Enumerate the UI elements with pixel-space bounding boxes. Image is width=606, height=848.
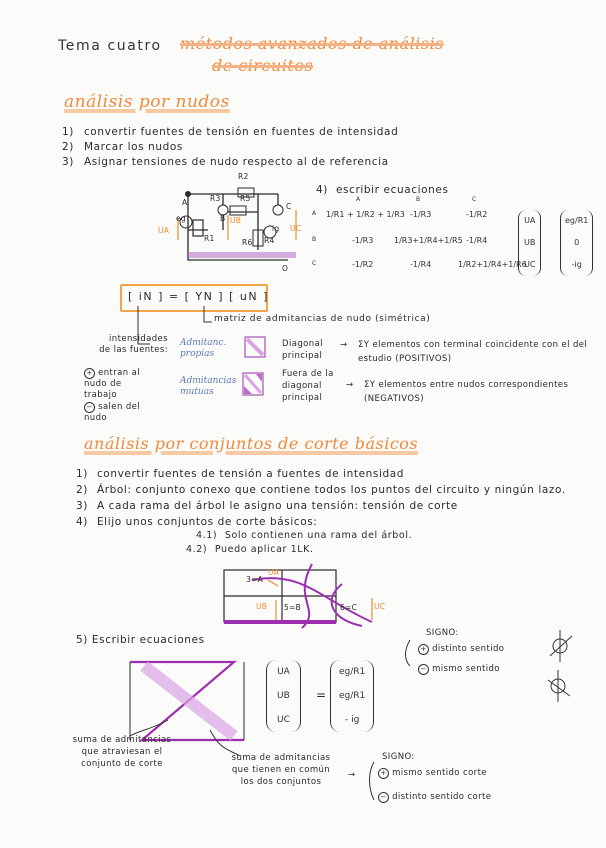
step-num: 2): [76, 484, 88, 496]
nodal-matrix: [312, 196, 527, 276]
step-text: Puedo aplicar 1LK.: [214, 544, 314, 555]
nodal-i-vector: eg/R1 0 -ig: [560, 210, 593, 276]
matrix-cell: 1/R3+1/R4+1/R5: [394, 236, 463, 245]
cutset-step-5: 5) Escribir ecuaciones: [76, 634, 205, 646]
label-ig: ig: [272, 224, 280, 233]
label-cut-C: 6=C: [340, 603, 358, 612]
step-num: 4): [76, 516, 88, 528]
sign-neg-text: mismo sentido: [432, 664, 500, 674]
vec-item: eg/R1: [339, 667, 366, 677]
step-text: Elijo unos conjuntos de corte básicos:: [96, 516, 318, 528]
label-UA: UA: [158, 226, 170, 235]
matrix-cell: -1/R4: [410, 260, 432, 269]
sign-pos: [418, 644, 504, 655]
matrix-row-B: B: [312, 236, 317, 243]
matrix-col-B: B: [416, 196, 421, 203]
nodal-u-vector: UA UB UC: [518, 210, 541, 276]
step-text: Solo contienen una rama del árbol.: [224, 530, 413, 541]
step-num: 1): [76, 468, 88, 480]
intensities-note: intensidades de las fuentes:: [99, 334, 168, 355]
matrix-cell: -1/R3: [410, 210, 432, 219]
leaving-note: [84, 402, 154, 424]
label-cut-B: 5=B: [284, 603, 302, 612]
sign2-neg: [378, 792, 491, 803]
label-UC: UC: [290, 224, 302, 233]
sign-neg: [418, 664, 500, 675]
step-text: convertir fuentes de tensión a fuentes de intensidad: [96, 468, 405, 480]
cutset-step-1: [76, 468, 404, 480]
page-title-line2: de circuitos: [212, 56, 314, 75]
matrix-cell: 1/R1 + 1/R2 + 1/R3: [326, 210, 405, 219]
minus-circle-icon: −: [84, 402, 95, 413]
nodal-step-3: [62, 156, 389, 168]
off-diag-text: Fuera de la diagonal principal: [282, 369, 334, 403]
matrix-col-A: A: [356, 196, 361, 203]
page-title-line1: métodos avanzados de análisis: [180, 34, 444, 53]
step-text: A cada rama del árbol le asigno una tensión: tensión de corte: [96, 500, 458, 512]
own-admittance-label: Admitanc. propias: [180, 338, 227, 359]
plus-circle-icon: +: [418, 644, 429, 655]
minus-circle-icon: −: [418, 664, 429, 675]
step-num: 4.1): [196, 530, 218, 541]
sign2-pos: [378, 768, 487, 779]
sum-label: suma de admitancias que atraviesan el conjunto de corte: [72, 735, 172, 769]
step-num: 2): [62, 141, 74, 153]
matrix-cell: -1/R2: [352, 260, 374, 269]
nodal-heading: análisis por nudos: [64, 92, 230, 112]
label-cut-UC: UC: [374, 602, 386, 611]
label-R5: R5: [240, 194, 251, 203]
cutset-step-2: [76, 484, 566, 496]
cutset-step-3: [76, 500, 458, 512]
plus-circle-icon: +: [84, 368, 95, 379]
cutset-matrix-drawing: [124, 656, 254, 746]
matrix-cell: -1/R4: [466, 236, 488, 245]
off-diagonal-icon: [242, 372, 264, 396]
diagonal-icon: [244, 336, 266, 358]
step-num: 4): [316, 184, 328, 196]
step-text: Asignar tensiones de nudo respecto al de referencia: [83, 156, 389, 168]
nodal-step-4: [316, 184, 449, 196]
label-R1: R1: [204, 234, 215, 243]
matrix-row-A: A: [312, 210, 317, 217]
matrix-cell: 1/R2+1/R4+1/R6: [458, 260, 527, 269]
step-text: escribir ecuaciones: [335, 184, 449, 196]
plus-circle-icon: +: [378, 768, 389, 779]
sign2-neg-text: distinto sentido corte: [392, 792, 492, 802]
arrow-icon: →: [340, 340, 348, 350]
cutset-i-vector: [330, 660, 374, 732]
label-UB: UB: [230, 216, 242, 225]
step-text: Árbol: conjunto conexo que contiene todos los puntos del circuito y ningún lazo.: [96, 484, 566, 496]
step-num: 3): [62, 156, 74, 168]
sign2-pos-text: mismo sentido corte: [392, 768, 487, 778]
arrow-icon: →: [346, 380, 354, 390]
diag-text: Diagonal principal: [282, 339, 323, 361]
label-cut-A: 3=A: [246, 575, 264, 584]
vec-item: - ig: [344, 715, 360, 725]
direction-sketch-icon: [544, 626, 584, 706]
matrix-cell: -1/R3: [352, 236, 374, 245]
topic-label: Tema cuatro: [58, 38, 162, 54]
matrix-cell: -1/R2: [466, 210, 488, 219]
sign2-title: SIGNO:: [382, 752, 415, 762]
step-num: 4.2): [186, 544, 208, 555]
label-O: O: [282, 264, 289, 273]
step-num: 1): [62, 126, 74, 138]
label-A: A: [182, 198, 188, 207]
cutset-u-vector: [266, 660, 301, 732]
vec-item: UB: [277, 691, 290, 701]
matrix-equation: [ iN ] = [ YN ] [ uN ]: [128, 290, 269, 303]
vec-item: eg/R1: [339, 691, 366, 701]
minus-circle-icon: −: [378, 792, 389, 803]
label-cut-UA: UA: [268, 568, 280, 577]
step-text: Marcar los nudos: [83, 141, 183, 153]
common-label: suma de admitancias que tienen en común los dos conjuntos: [231, 753, 331, 787]
nodal-step-1: [62, 126, 398, 138]
leaving-text: salen del nudo: [84, 402, 141, 423]
nodal-step-2: [62, 141, 183, 153]
label-B: B: [220, 214, 226, 223]
label-R4: R4: [264, 236, 275, 245]
label-C: C: [286, 202, 292, 211]
label-R2: R2: [238, 172, 249, 181]
label-R3: R3: [210, 194, 221, 203]
entering-note: [84, 368, 154, 401]
equals-sign: =: [316, 688, 327, 702]
cutset-substep-1: [196, 530, 412, 541]
label-R6: R6: [242, 238, 253, 247]
cutset-substep-2: [186, 544, 314, 555]
arrow-icon: →: [348, 770, 356, 780]
matrix-row-C: C: [312, 260, 317, 267]
mutual-admittance-label: Admitancias mutuas: [180, 376, 237, 397]
step-text: convertir fuentes de tensión en fuentes de intensidad: [83, 126, 399, 138]
entering-text: entran al nudo de trabajo: [84, 368, 141, 400]
label-eg: eg: [176, 214, 186, 223]
mutual-rule: ΣY elementos entre nudos correspondientes (NEGATIVOS): [364, 380, 569, 404]
label-cut-UB: UB: [256, 602, 268, 611]
own-rule: ΣY elementos con terminal coincidente con el del estudio (POSITIVOS): [358, 340, 588, 364]
sign-pos-text: distinto sentido: [432, 644, 505, 654]
cutset-heading: análisis por conjuntos de corte básicos: [84, 434, 419, 453]
sign-title: SIGNO:: [426, 628, 459, 638]
vec-item: UA: [277, 667, 290, 677]
cutset-circuit-diagram: [212, 560, 382, 630]
vec-item: UC: [277, 715, 290, 725]
cutset-step-4: [76, 516, 317, 528]
matrix-caption: matriz de admitancias de nudo (simétrica): [214, 314, 431, 324]
matrix-col-C: C: [472, 196, 477, 203]
step-num: 3): [76, 500, 88, 512]
